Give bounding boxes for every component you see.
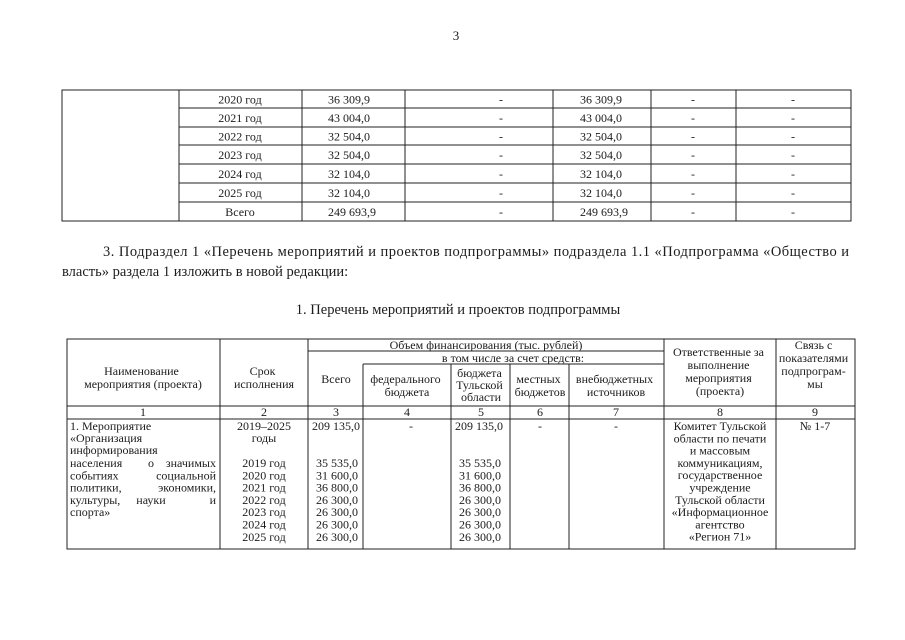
table-1-year: Всего [225,205,255,219]
term-main: годы [251,431,277,445]
local-main: - [538,419,542,433]
table-1-cell: - [691,167,695,181]
regional-year-value: 26 300,0 [459,505,501,520]
responsible-line: «Регион 71» [688,529,752,544]
col-number: 5 [478,405,484,419]
activity-name-line: «Организация [70,431,143,445]
col-number: 9 [812,405,818,419]
header-term: Срок исполнения [233,364,295,391]
page-number: 3 [452,28,460,43]
col-number: 3 [333,405,339,419]
total-main: 209 135,0 [312,419,360,433]
regional-year-value: 26 300,0 [459,492,501,507]
regional-year-value: 26 300,0 [459,517,501,532]
table-1-total: 249 693,9 [328,205,376,219]
table-1-year: 2025 год [218,186,262,200]
table-1-cell: - [791,148,795,162]
table-1-cell: - [791,205,795,219]
indicator-link: № 1-7 [799,419,831,433]
header-regional: бюджета Тульской области [456,366,503,404]
term-year: 2025 год [242,529,286,544]
activity-name-word: о [148,456,154,470]
total-year-value: 26 300,0 [316,492,358,507]
table-1-year: 2022 год [218,129,262,144]
table-1-cell: - [791,92,795,107]
term-year: 2023 год [242,505,286,520]
table-1-cell: - [691,148,695,162]
total-year-value: 35 535,0 [316,456,358,470]
table-1-cell: - [499,129,503,144]
col-number: 2 [261,405,267,419]
total-year-value: 26 300,0 [316,529,358,544]
header-responsible: Ответственные за выполнение мероприятия (проекта) [672,345,765,398]
total-year-value: 26 300,0 [316,505,358,520]
table-1-cell: - [499,205,503,219]
table-1-regional: 249 693,9 [580,205,628,219]
header-link: Связь с показателями подпрограм- мы [778,338,849,391]
header-funding: Объем финансирования (тыс. рублей) [389,338,583,352]
table-1-cell: - [499,167,503,181]
term-year: 2020 год [242,468,286,483]
responsible-line: Комитет Тульской [673,419,767,433]
table-1-cell: - [499,111,503,125]
activity-name-word: политики, [70,480,122,495]
table-1-regional: 32 104,0 [580,186,622,200]
regional-year-value: 35 535,0 [459,456,501,470]
total-year-value: 31 600,0 [316,468,358,483]
col-number: 1 [140,405,146,419]
table-1-year: 2021 год [218,111,262,125]
header-total: Всего [321,372,351,386]
table-1-regional: 36 309,9 [580,92,622,107]
table-1-total: 32 104,0 [328,186,370,200]
activity-row [70,419,830,544]
header-federal: федерального бюджета [370,372,441,399]
paragraph-line-2: власть» раздела 1 изложить в новой редакции: [62,264,349,280]
table-1-cell: - [791,111,795,125]
table-1-cell: - [691,186,695,200]
term-year: 2021 год [242,480,286,495]
header-name: Наименование мероприятия (проекта) [84,364,202,391]
regional-main: 209 135,0 [455,419,503,433]
activity-name-line: 1. Мероприятие [70,419,152,433]
total-years [316,456,358,544]
term-year: 2019 год [242,456,286,470]
header-including: в том числе за счет средств: [441,351,585,365]
header-extrabudget: внебюджетных источников [575,372,654,399]
col-number: 8 [717,405,723,419]
activity-name-word: культуры, [70,492,121,507]
table-1-cell: - [791,186,795,200]
activity-name-word: населения [70,456,123,470]
term-year: 2022 год [242,492,286,507]
regional-year-value: 36 800,0 [459,480,501,495]
table-1-regional: 43 004,0 [580,111,622,125]
regional-years [459,456,501,544]
table-1-cell: - [499,148,503,162]
federal-main: - [409,419,413,433]
responsible-line: коммуникациям, [677,455,763,470]
responsible-line: государственное [677,468,763,483]
responsible-executor [672,419,769,544]
activity-name-word: экономики, [158,480,216,495]
regional-year-value: 31 600,0 [459,468,501,483]
table-1-total: 36 309,9 [328,92,370,107]
regional-year-value: 26 300,0 [459,529,501,544]
table-1-total: 32 504,0 [328,129,370,144]
table-1-rows [218,93,795,220]
table-1-regional: 32 504,0 [580,129,622,144]
col-number: 4 [404,405,410,419]
col-number: 6 [537,405,543,419]
responsible-line: Тульской области [675,492,765,507]
activity-name-word: спорта» [70,505,111,520]
table-1-cell: - [791,129,795,144]
extra-main: - [614,419,618,433]
table-1-cell: - [791,167,795,181]
table-1-grid [62,90,851,221]
header-local: местных бюджетов [514,372,566,399]
paragraph-line-1: 3. Подраздел 1 «Перечень мероприятий и проектов подпрограммы» подраздела 1.1 «Подпрограмма «Общество и [103,244,849,260]
table-1-cell: - [499,92,503,107]
section-title: 1. Перечень мероприятий и проектов подпрограммы [295,302,621,318]
col-number: 7 [613,405,619,419]
responsible-line: учреждение [689,480,751,495]
activity-name-justified [70,456,217,519]
table-1-cell: - [691,111,695,125]
table-1-year: 2024 год [218,167,262,181]
table-1-year: 2023 год [218,148,262,162]
responsible-line: области по печати [673,431,767,446]
table-1-cell: - [691,92,695,107]
table-1-cell: - [691,205,695,219]
responsible-line: агентство [695,517,745,532]
column-numbers [140,405,818,419]
activity-name-line: информирования [70,443,158,457]
table-1-regional: 32 104,0 [580,167,622,181]
table-1-total: 43 004,0 [328,111,370,125]
activity-name-word: науки [136,492,166,507]
table-2-header [84,338,851,404]
total-year-value: 36 800,0 [316,480,358,495]
table-1-total: 32 104,0 [328,167,370,181]
term-main: 2019–2025 [237,419,291,433]
activity-name-word: событиях [70,468,119,483]
table-1-year: 2020 год [218,92,262,107]
activity-name-word: социальной [156,468,216,483]
total-year-value: 26 300,0 [316,517,358,532]
responsible-line: и массовым [689,443,751,458]
term-year: 2024 год [242,517,286,532]
term-years [242,456,285,544]
activity-name-word: и [209,492,216,507]
responsible-line: «Информационное [671,505,769,520]
table-1-total: 32 504,0 [328,148,370,162]
table-1-cell: - [691,129,695,144]
table-1-cell: - [499,186,503,200]
table-1-regional: 32 504,0 [580,148,622,162]
activity-name-word: значимых [165,456,216,470]
